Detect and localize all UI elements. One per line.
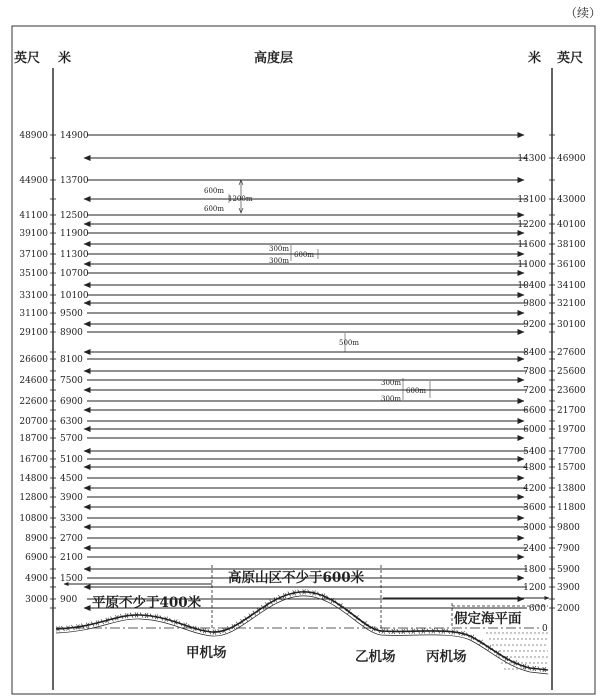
level-meters-900: 900: [60, 595, 78, 605]
flight-level-6000: [50, 425, 586, 435]
level-feet-10800: 10800: [19, 514, 48, 524]
flight-level-12200: [50, 220, 586, 230]
flight-levels: [19, 131, 586, 614]
sep-d-top: 300m: [381, 379, 401, 387]
flight-level-7800: [50, 367, 586, 377]
level-meters-14900: 14900: [60, 131, 89, 141]
flight-level-5400: [50, 447, 586, 457]
level-meters-8100: 8100: [60, 355, 83, 365]
level-feet-12800: 12800: [19, 493, 48, 503]
flight-level-14300: [50, 154, 586, 164]
level-feet-2000: 2000: [557, 604, 580, 614]
level-feet-6900: 6900: [25, 553, 48, 563]
sep-b-top: 300m: [269, 245, 289, 253]
flight-level-10700: [19, 269, 555, 279]
level-meters-6300: 6300: [60, 417, 83, 427]
flight-level-2700: [25, 534, 555, 544]
level-meters-9500: 9500: [60, 309, 83, 319]
plain-label: 平原不少于400米: [92, 595, 202, 611]
level-meters-9200: 9200: [523, 320, 546, 330]
level-feet-15700: 15700: [557, 463, 586, 473]
level-meters-12500: 12500: [60, 211, 89, 221]
level-meters-11000: 11000: [517, 260, 546, 270]
level-meters-10700: 10700: [60, 269, 89, 279]
level-feet-27600: 27600: [557, 348, 586, 358]
level-feet-21700: 21700: [557, 406, 586, 416]
level-meters-3300: 3300: [60, 514, 83, 524]
separation-note-600m-lower: [381, 378, 430, 403]
flight-level-13700: [19, 176, 555, 186]
flight-level-13100: [50, 195, 586, 205]
flight-level-3300: [19, 514, 555, 524]
level-feet-16700: 16700: [19, 455, 48, 465]
level-meters-5100: 5100: [60, 455, 83, 465]
level-feet-3900: 3900: [557, 583, 580, 593]
flight-level-8100: [19, 355, 555, 365]
level-meters-6600: 6600: [523, 406, 546, 416]
flight-level-11000: [50, 260, 586, 270]
flight-level-14900: [19, 131, 555, 141]
flight-level-2100: [25, 553, 555, 563]
sea-level-label: 假定海平面: [454, 611, 522, 627]
airport-a-label: 甲机场: [186, 645, 227, 661]
level-meters-2400: 2400: [523, 544, 546, 554]
level-meters-3000: 3000: [523, 523, 546, 533]
sea-level-value: 0: [542, 624, 548, 634]
flight-level-7200: [50, 386, 586, 396]
outer-frame: [12, 26, 595, 694]
level-feet-14800: 14800: [19, 474, 48, 484]
sep-d-mid: 600m: [406, 387, 426, 395]
level-meters-2700: 2700: [60, 534, 83, 544]
level-meters-5700: 5700: [60, 434, 83, 444]
level-meters-4800: 4800: [523, 463, 546, 473]
level-feet-24600: 24600: [19, 376, 48, 386]
level-meters-1800: 1800: [523, 565, 546, 575]
flight-level-2400: [50, 544, 580, 554]
airport-c-label: 丙机场: [426, 649, 467, 665]
sep-c-mid: 500m: [339, 339, 359, 347]
separation-note-500m: [339, 333, 359, 352]
level-meters-7500: 7500: [60, 376, 83, 386]
level-feet-36100: 36100: [557, 260, 586, 270]
meters-header-left: 米: [58, 51, 72, 66]
level-meters-11300: 11300: [60, 250, 89, 260]
level-feet-30100: 30100: [557, 320, 586, 330]
level-feet-18700: 18700: [19, 434, 48, 444]
level-feet-8900: 8900: [25, 534, 48, 544]
sep-a-bottom: 600m: [204, 205, 224, 213]
level-feet-39100: 39100: [19, 229, 48, 239]
flight-level-9800: [50, 299, 586, 309]
level-meters-8900: 8900: [60, 328, 83, 338]
level-feet-17700: 17700: [557, 447, 586, 457]
level-feet-9800: 9800: [557, 523, 580, 533]
level-meters-3900: 3900: [60, 493, 83, 503]
level-feet-23600: 23600: [557, 386, 586, 396]
level-feet-35100: 35100: [19, 269, 48, 279]
flight-level-3000: [50, 523, 580, 533]
continued-label: （续）: [565, 6, 602, 20]
flight-level-6300: [19, 417, 555, 427]
level-meters-3600: 3600: [523, 503, 546, 513]
sep-d-bottom: 300m: [381, 395, 401, 403]
level-feet-32100: 32100: [557, 299, 586, 309]
level-meters-6900: 6900: [60, 397, 83, 407]
level-meters-7200: 7200: [523, 386, 546, 396]
flight-level-11900: [19, 229, 555, 239]
flight-level-10400: [50, 281, 586, 291]
level-feet-4900: 4900: [25, 574, 48, 584]
meters-header-right: 米: [528, 51, 542, 66]
flight-level-3600: [50, 503, 586, 513]
level-feet-13800: 13800: [557, 484, 586, 494]
sep-b-bottom: 300m: [269, 257, 289, 265]
flight-level-5700: [19, 434, 555, 444]
level-feet-20700: 20700: [19, 417, 48, 427]
flight-level-5100: [19, 455, 555, 465]
level-feet-25600: 25600: [557, 367, 586, 377]
level-feet-31100: 31100: [19, 309, 48, 319]
level-meters-11900: 11900: [60, 229, 89, 239]
level-feet-40100: 40100: [557, 220, 586, 230]
level-meters-4500: 4500: [60, 474, 83, 484]
level-meters-7800: 7800: [523, 367, 546, 377]
level-meters-8400: 8400: [523, 348, 546, 358]
separation-note-1200m: [204, 180, 253, 213]
flight-level-3900: [19, 493, 555, 503]
flight-level-8400: [50, 348, 586, 358]
level-feet-5900: 5900: [557, 565, 580, 575]
flight-level-6600: [50, 406, 586, 416]
level-meters-14300: 14300: [517, 154, 546, 164]
level-feet-7900: 7900: [557, 544, 580, 554]
level-feet-34100: 34100: [557, 281, 586, 291]
level-meters-1200: 1200: [523, 583, 546, 593]
flight-level-11600: [50, 240, 586, 250]
level-feet-11800: 11800: [557, 503, 586, 513]
airport-b-label: 乙机场: [355, 649, 396, 665]
level-feet-41100: 41100: [19, 211, 48, 221]
level-meters-10100: 10100: [60, 291, 89, 301]
level-feet-29100: 29100: [19, 328, 48, 338]
level-meters-13700: 13700: [60, 176, 89, 186]
sep-b-mid: 600m: [294, 251, 314, 259]
level-feet-43000: 43000: [557, 195, 586, 205]
flight-level-6900: [19, 397, 555, 407]
level-meters-11600: 11600: [517, 240, 546, 250]
flight-level-4800: [50, 463, 586, 473]
level-meters-5400: 5400: [523, 447, 546, 457]
sep-a-top: 600m: [204, 187, 224, 195]
flight-level-9500: [19, 309, 555, 319]
level-meters-600: 600: [528, 604, 546, 614]
level-meters-2100: 2100: [60, 553, 83, 563]
level-meters-1500: 1500: [60, 574, 83, 584]
level-feet-38100: 38100: [557, 240, 586, 250]
level-feet-22600: 22600: [19, 397, 48, 407]
feet-header-right: 英尺: [557, 51, 584, 66]
level-feet-19700: 19700: [557, 425, 586, 435]
flight-level-10100: [19, 291, 555, 301]
flight-level-12500: [19, 211, 555, 221]
level-feet-26600: 26600: [19, 355, 48, 365]
level-feet-37100: 37100: [19, 250, 48, 260]
flight-level-4500: [19, 474, 555, 484]
plateau-label: 高原山区不少于600米: [228, 570, 365, 586]
level-feet-46900: 46900: [557, 154, 586, 164]
level-feet-44900: 44900: [19, 176, 48, 186]
feet-header-left: 英尺: [14, 51, 41, 66]
level-meters-10400: 10400: [517, 281, 546, 291]
level-meters-6000: 6000: [523, 425, 546, 435]
diagram-title: 高度层: [254, 51, 294, 66]
level-meters-9800: 9800: [523, 299, 546, 309]
level-meters-4200: 4200: [523, 484, 546, 494]
sep-a-mid: 1200m: [228, 195, 253, 203]
separation-note-600m-upper: [269, 245, 318, 265]
flight-level-8900: [19, 328, 555, 338]
level-meters-13100: 13100: [517, 195, 546, 205]
flight-level-7500: [19, 376, 555, 386]
level-feet-3000: 3000: [25, 595, 48, 605]
flight-level-9200: [50, 320, 586, 330]
level-feet-48900: 48900: [19, 131, 48, 141]
level-feet-33100: 33100: [19, 291, 48, 301]
flight-level-4200: [50, 484, 586, 494]
level-meters-12200: 12200: [517, 220, 546, 230]
